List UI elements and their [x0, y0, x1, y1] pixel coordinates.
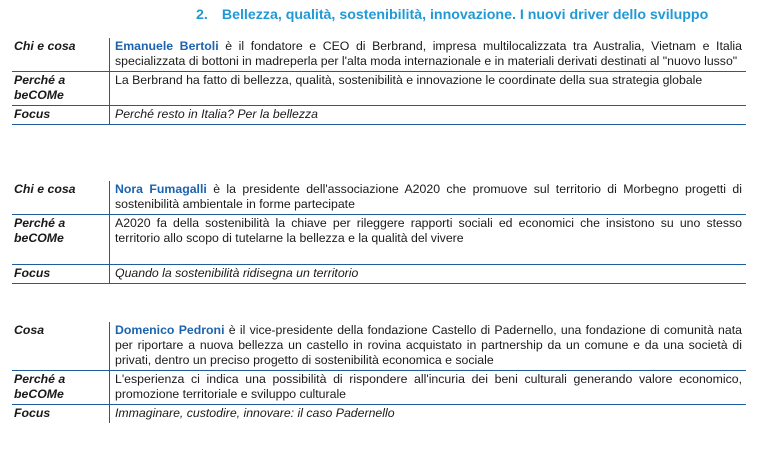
profile-table-fumagalli — [12, 181, 746, 284]
who-row — [12, 38, 746, 72]
who-cell — [110, 38, 747, 72]
focus-row — [12, 106, 746, 125]
why-label: Perché a beCOMe — [12, 215, 110, 265]
profile-table-bertoli — [12, 38, 746, 125]
person-name: Nora Fumagalli — [115, 182, 207, 196]
focus-row — [12, 265, 746, 284]
why-text: La Berbrand ha fatto di bellezza, qualità, sostenibilità e innovazione le coordinate della sua strategia globale — [110, 72, 747, 106]
person-name: Domenico Pedroni — [115, 323, 225, 337]
focus-label: Focus — [12, 106, 110, 125]
section-number: 2. — [196, 7, 208, 23]
focus-text: Perché resto in Italia? Per la bellezza — [110, 106, 747, 125]
focus-label: Focus — [12, 405, 110, 424]
who-label: Cosa — [12, 322, 110, 371]
why-row — [12, 72, 746, 106]
why-text: A2020 fa della sostenibilità la chiave per rileggere rapporti sociali ed economici che insistono su uno stesso territorio allo scopo di tutelarne la bellezza e la qualità del vivere — [110, 215, 747, 265]
why-label: Perché a beCOMe — [12, 371, 110, 405]
why-label: Perché a beCOMe — [12, 72, 110, 106]
who-row — [12, 322, 746, 371]
section-heading — [196, 7, 766, 23]
section-title: Bellezza, qualità, sostenibilità, innovazione. I nuovi driver dello sviluppo — [221, 7, 709, 23]
person-description: è il fondatore e CEO di Berbrand, impresa multilocalizzata tra Australia, Vietnam e Italia specializzata di bottoni in madreperla per l'alta moda internazionale e in materiali derivati destinati al "nuovo lusso" — [115, 39, 743, 68]
focus-row — [12, 405, 746, 424]
why-text: L'esperienza ci indica una possibilità di rispondere all'incuria dei beni culturali generando valore economico, promozione territoriale e sviluppo culturale — [110, 371, 747, 405]
who-cell — [110, 181, 747, 215]
person-description: è il vice-presidente della fondazione Castello di Padernello, una fondazione di comunità nata per riportare a nuova bellezza un castello in rovina acquistato in partnership da un comune e da una società di privati, dentro un preciso progetto di sostenibilità economica e sociale — [115, 323, 742, 367]
focus-text: Immaginare, custodire, innovare: il caso Padernello — [115, 406, 395, 420]
why-row — [12, 371, 746, 405]
who-cell — [110, 322, 747, 371]
person-name: Emanuele Bertoli — [115, 39, 219, 53]
who-label: Chi e cosa — [12, 181, 110, 215]
profile-table-pedroni — [12, 322, 746, 423]
who-row — [12, 181, 746, 215]
why-row — [12, 215, 746, 265]
focus-text: Quando la sostenibilità ridisegna un territorio — [110, 265, 747, 284]
person-description: è la presidente dell'associazione A2020 che promuove sul territorio di Morbegno progetti di sostenibilità ambientale in forme partecipate — [115, 182, 742, 211]
focus-label: Focus — [12, 265, 110, 284]
who-label: Chi e cosa — [12, 38, 110, 72]
